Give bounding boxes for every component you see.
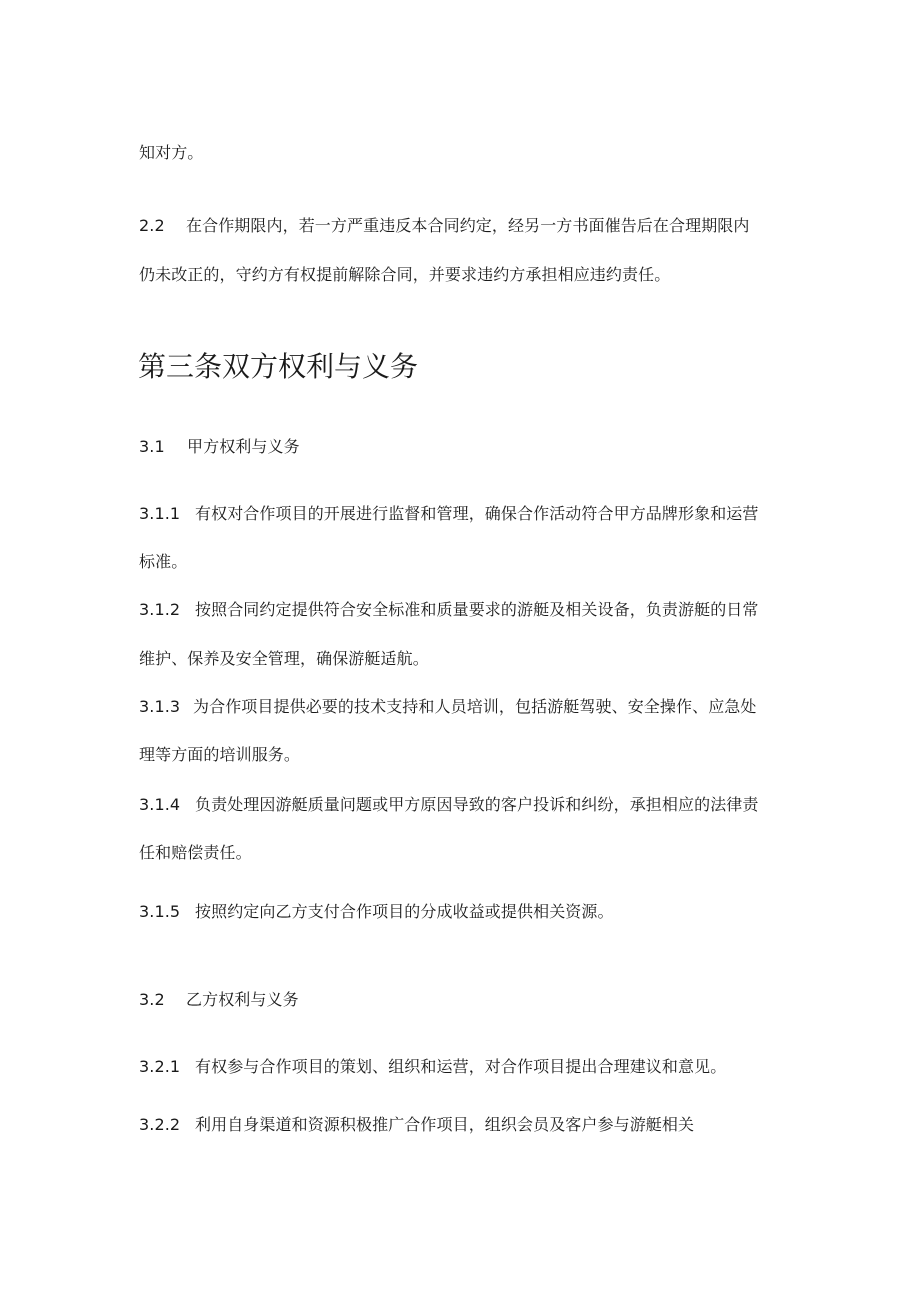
clause-number: 2.2 — [139, 216, 165, 235]
clause-3-1-1-line1 — [139, 503, 759, 525]
clause-3-1-4-line2 — [139, 842, 252, 864]
clause-text: 仍未改正的，守约方有权提前解除合同，并要求违约方承担相应违约责任。 — [139, 265, 671, 284]
clause-number: 3.2.1 — [139, 1057, 181, 1076]
clause-3-1-3-line2 — [139, 744, 300, 766]
clause-2-2-line2 — [139, 264, 670, 286]
clause-number: 3.1.1 — [139, 504, 181, 523]
clause-number: 3.1.5 — [139, 902, 181, 921]
clause-text: 有权对合作项目的开展进行监督和管理，确保合作活动符合甲方品牌形象和运营 — [195, 504, 759, 523]
clause-text: 理等方面的培训服务。 — [139, 745, 301, 764]
paragraph-tail-text: 知对方。 — [139, 143, 204, 162]
clause-number: 3.1.2 — [139, 600, 181, 619]
subsection-3-1 — [139, 436, 300, 458]
clause-3-2-2-line1 — [139, 1114, 694, 1136]
clause-text: 利用自身渠道和资源积极推广合作项目，组织会员及客户参与游艇相关 — [195, 1115, 695, 1134]
clause-text: 标准。 — [139, 552, 188, 571]
clause-text: 维护、保养及安全管理，确保游艇适航。 — [139, 649, 429, 668]
clause-number: 3.1.4 — [139, 795, 181, 814]
subsection-number: 3.1 — [139, 437, 165, 456]
clause-text: 按照合同约定提供符合安全标准和质量要求的游艇及相关设备，负责游艇的日常 — [195, 600, 759, 619]
paragraph-tail — [139, 142, 203, 164]
clause-3-1-4-line1 — [139, 794, 759, 816]
clause-text: 在合作期限内，若一方严重违反本合同约定，经另一方书面催告后在合理期限内 — [186, 216, 750, 235]
clause-text: 负责处理因游艇质量问题或甲方原因导致的客户投诉和纠纷，承担相应的法律责 — [195, 795, 759, 814]
section-heading: 第三条双方权利与义务 — [138, 350, 419, 383]
clause-text: 任和赔偿责任。 — [139, 843, 252, 862]
clause-2-2-line1 — [139, 215, 750, 237]
clause-3-1-3-line1 — [139, 696, 757, 718]
subsection-number: 3.2 — [139, 990, 165, 1009]
clause-3-1-1-line2 — [139, 551, 187, 573]
clause-text: 按照约定向乙方支付合作项目的分成收益或提供相关资源。 — [195, 902, 614, 921]
subsection-title: 甲方权利与义务 — [187, 437, 300, 456]
clause-number: 3.2.2 — [139, 1115, 181, 1134]
clause-number: 3.1.3 — [139, 697, 181, 716]
subsection-title: 乙方权利与义务 — [186, 990, 299, 1009]
clause-3-1-5-line1 — [139, 901, 614, 923]
clause-3-2-1-line1 — [139, 1056, 726, 1078]
clause-text: 有权参与合作项目的策划、组织和运营，对合作项目提出合理建议和意见。 — [195, 1057, 727, 1076]
clause-text: 为合作项目提供必要的技术支持和人员培训，包括游艇驾驶、安全操作、应急处 — [193, 697, 757, 716]
clause-3-1-2-line2 — [139, 648, 429, 670]
subsection-3-2 — [139, 989, 299, 1011]
clause-3-1-2-line1 — [139, 599, 759, 621]
